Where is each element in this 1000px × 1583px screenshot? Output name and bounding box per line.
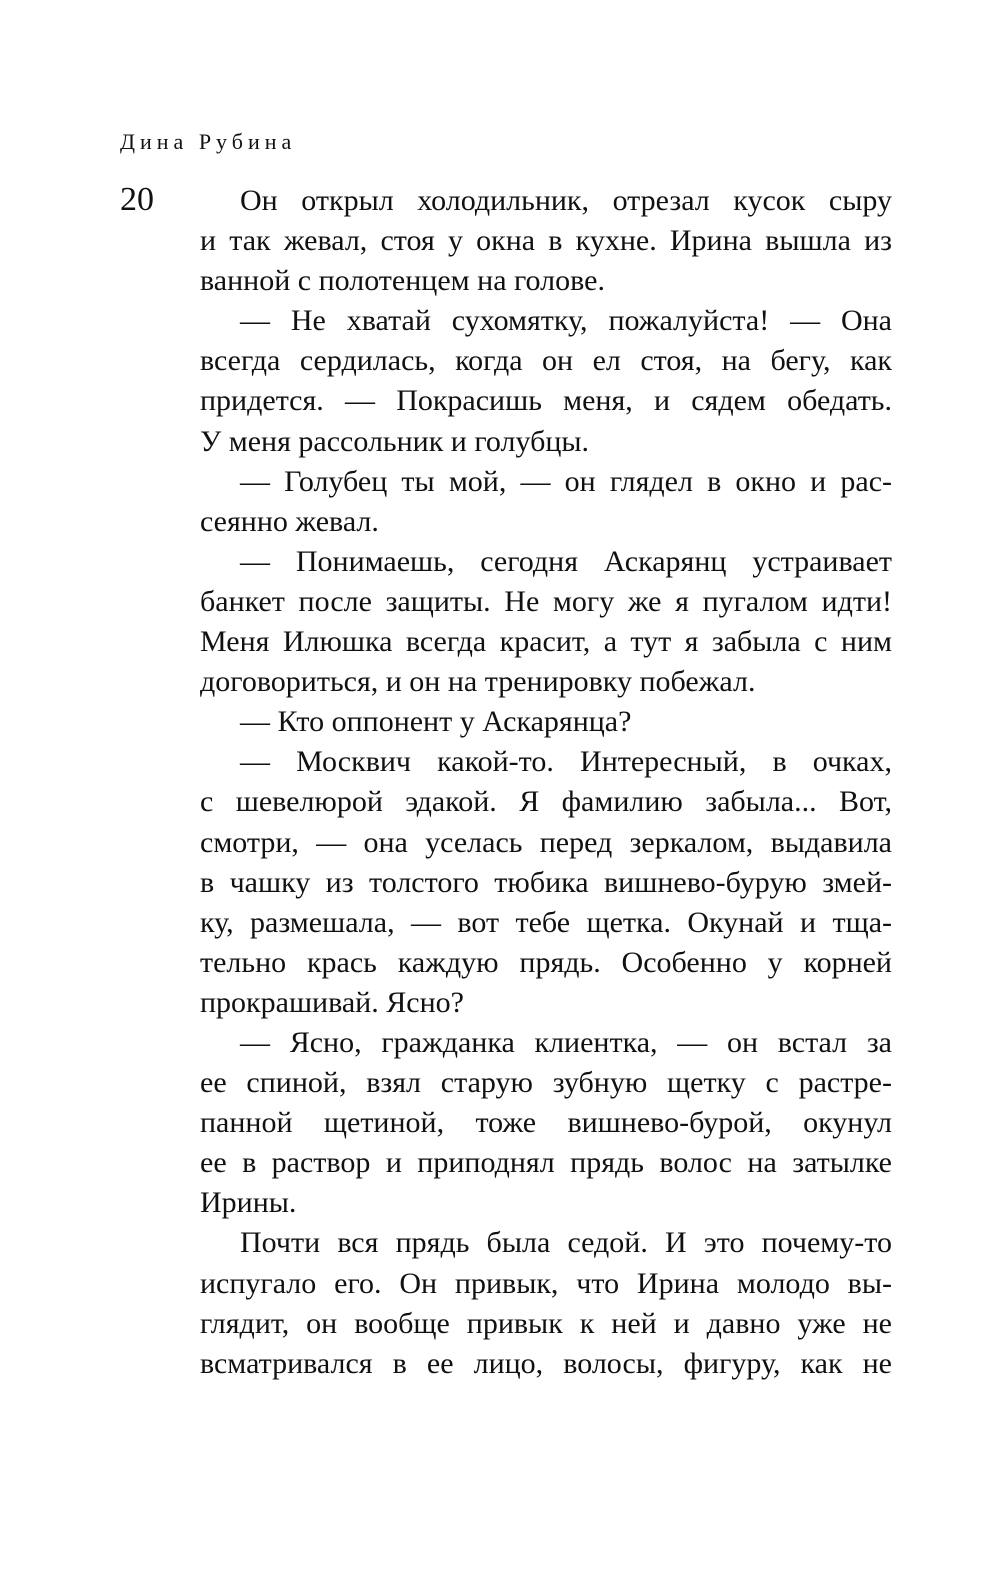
paragraph-4: [200, 542, 892, 702]
text-line: — Не хватай сухомятку, пожалуйста! — Она: [240, 304, 892, 338]
paragraph-3: [200, 462, 892, 542]
page-number: 20: [120, 181, 154, 218]
paragraph-8: [200, 1223, 892, 1383]
paragraph-7: [200, 1023, 892, 1223]
text-line: У меня рассольник и голубцы.: [200, 424, 590, 458]
text-line: глядит, он вообще привык к ней и давно уже не: [200, 1306, 892, 1340]
text-line: Он открыл холодильник, отрезал кусок сыру: [240, 184, 892, 217]
text-line: испугало его. Он привык, что Ирина молодо вы-: [200, 1266, 892, 1300]
text-line: — Москвич какой-то. Интересный, в очках,: [240, 745, 892, 779]
text-line: Ирины.: [200, 1186, 297, 1220]
text-line: придется. — Покрасишь меня, и сядем обедать.: [200, 384, 892, 418]
text-line: банкет после защиты. Не могу же я пугалом идти!: [200, 584, 892, 618]
text-line: сеянно жевал.: [200, 504, 379, 538]
text-line: ее в раствор и приподнял прядь волос на затылке: [200, 1146, 892, 1180]
text-line: — Ясно, гражданка клиентка, — он встал за: [240, 1025, 892, 1059]
text-line: с шевелюрой эдакой. Я фамилию забыла... Вот,: [200, 785, 892, 819]
text-line: в чашку из толстого тюбика вишнево-бурую змей-: [200, 865, 892, 899]
text-line: ее спиной, взял старую зубную щетку с растре-: [200, 1066, 892, 1100]
text-line: договориться, и он на тренировку побежал.: [200, 665, 756, 699]
paragraph-5: [200, 702, 892, 742]
text-line: прокрашивай. Ясно?: [200, 985, 464, 1019]
paragraph-1: [200, 181, 892, 301]
text-line: Меня Илюшка всегда красит, а тут я забыла с ним: [200, 625, 892, 659]
text-line: всматривался в ее лицо, волосы, фигуру, как не: [200, 1346, 892, 1380]
text-line: ванной с полотенцем на голове.: [200, 264, 605, 298]
paragraph-2: [200, 301, 892, 461]
paragraph-6: [200, 742, 892, 1023]
text-line: — Голубец ты мой, — он глядел в окно и рас-: [240, 464, 892, 498]
text-line: — Понимаешь, сегодня Аскарянц устраивает: [240, 544, 892, 578]
text-line: всегда сердилась, когда он ел стоя, на бегу, как: [200, 344, 892, 378]
text-body: [200, 181, 892, 1384]
text-line: и так жевал, стоя у окна в кухне. Ирина вышла из: [200, 224, 892, 258]
text-line: — Кто оппонент у Аскарянца?: [240, 705, 632, 739]
running-head-author: Дина Рубина: [120, 129, 297, 154]
text-line: ку, размешала, — вот тебе щетка. Окунай и тща-: [200, 905, 892, 939]
text-line: тельно крась каждую прядь. Особенно у корней: [200, 945, 892, 979]
text-line: смотри, — она уселась перед зеркалом, выдавила: [200, 825, 892, 859]
text-line: панной щетиной, тоже вишнево-бурой, окунул: [200, 1106, 892, 1140]
text-line: Почти вся прядь была седой. И это почему-то: [240, 1226, 892, 1260]
